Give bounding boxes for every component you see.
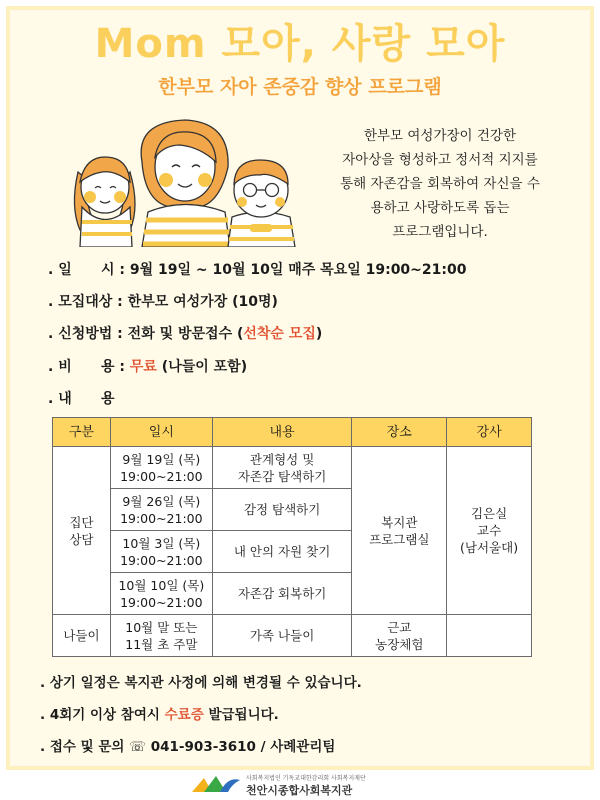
table-header-row	[53, 418, 532, 447]
info-cost-tail: (나들이 포함)	[156, 359, 248, 375]
session-date-cell	[110, 531, 212, 573]
info-apply-highlight: 선착순 모집	[243, 326, 316, 342]
sub-title: 한부모 자아 존중감 향상 프로그램	[158, 76, 442, 98]
group-instructor-cell: 김은실 교수 (남서울대)	[447, 447, 532, 615]
session-time: 19:00~21:00	[120, 510, 203, 526]
session-date: 9월 19일 (목)	[122, 451, 201, 467]
info-content-label: 내 용	[58, 391, 115, 407]
logo-org-name: 천안시종합사회복지관	[246, 784, 353, 797]
info-cost: . 비 용 : 무료 (나들이 포함)	[48, 359, 248, 375]
info-schedule-label: 일 시	[58, 262, 115, 278]
note-certificate-pre: 4회기 이상 참여시	[49, 707, 165, 723]
info-apply: . 신청방법 : 전화 및 방문접수 (선착순 모집)	[48, 326, 323, 342]
contact-label: 접수 및 문의	[49, 739, 125, 755]
info-schedule: . 일 시 : 9월 19일 ~ 10월 10일 매주 목요일 19:00~21:00	[48, 262, 467, 278]
note-certificate-post: 발급됩니다.	[203, 707, 279, 723]
session-date: 9월 26일 (목)	[122, 493, 201, 509]
mother-figure	[141, 120, 230, 247]
info-target-value: 한부모 여성가장 (10명)	[127, 294, 278, 310]
group-place-cell: 복지관 프로그램실	[352, 447, 447, 615]
info-schedule-value: 9월 19일 ~ 10월 10일 매주 목요일 19:00~21:00	[129, 262, 467, 278]
intro-line: 자아상을 형성하고 정서적 지지를	[342, 152, 538, 168]
session-date: 10월 3일 (목)	[122, 535, 201, 551]
outing-content-cell: 가족 나들이	[212, 615, 352, 657]
session-content-cell: 관계형성 및 자존감 탐색하기	[212, 447, 352, 489]
session-content-cell: 자존감 회복하기	[212, 573, 352, 615]
note-contact: . 접수 및 문의 ☏ 041-903-3610 / 사례관리팀	[40, 739, 336, 755]
schedule-table	[52, 417, 532, 657]
girl-figure	[74, 157, 135, 247]
info-content: . 내 용	[48, 391, 115, 407]
info-cost-highlight: 무료	[129, 359, 157, 375]
session-date-cell	[110, 489, 212, 531]
intro-line: 통해 자존감을 회복하여 자신을 수	[340, 176, 540, 192]
note-certificate-highlight: 수료증	[164, 707, 204, 723]
session-date: 10월 10일 (목)	[118, 577, 205, 593]
table-header: 장소	[352, 418, 447, 447]
session-content-cell: 내 안의 자원 찾기	[212, 531, 352, 573]
outing-category-cell: 나들이	[53, 615, 111, 657]
session-content-cell: 감정 탐색하기	[212, 489, 352, 531]
session-date-cell	[110, 573, 212, 615]
contact-value: 041-903-3610 / 사례관리팀	[150, 739, 336, 755]
info-apply-value: 전화 및 방문접수 (	[127, 326, 244, 342]
table-header: 일시	[110, 418, 212, 447]
logo-org-small: 사회복지법인 기독교대한감리회 사회복지재단	[246, 775, 366, 782]
outing-date-cell: 10월 말 또는 11월 초 주말	[110, 615, 212, 657]
family-illustration	[60, 112, 305, 247]
table-header: 강사	[447, 418, 532, 447]
session-time: 19:00~21:00	[120, 468, 203, 484]
group-category-cell: 집단 상담	[53, 447, 111, 615]
note-schedule-change: . 상기 일정은 복지관 사정에 의해 변경될 수 있습니다.	[40, 675, 362, 691]
session-date-cell	[110, 447, 212, 489]
phone-icon: ☏	[129, 739, 147, 755]
intro-line: 프로그램입니다.	[392, 224, 488, 240]
table-row	[53, 447, 532, 489]
outing-instructor-cell	[447, 615, 532, 657]
note-certificate: . 4회기 이상 참여시 수료증 발급됩니다.	[40, 707, 279, 723]
intro-line: 한부모 여성가장이 건강한	[363, 128, 517, 144]
info-apply-label: 신청방법	[58, 326, 113, 342]
logo-mark-icon	[190, 772, 242, 796]
intro-line: 용하고 사랑하도록 돕는	[370, 200, 510, 216]
info-target-label: 모집대상	[58, 294, 113, 310]
org-logo	[190, 772, 410, 798]
table-header: 구분	[53, 418, 111, 447]
session-time: 19:00~21:00	[120, 552, 203, 568]
outing-place-cell: 근교 농장체험	[352, 615, 447, 657]
main-title: Mom 모아, 사랑 모아	[94, 21, 506, 67]
table-header: 내용	[212, 418, 352, 447]
info-cost-label: 비 용	[58, 359, 115, 375]
table-row	[53, 615, 532, 657]
info-apply-tail: )	[315, 326, 323, 342]
note-change-text: 상기 일정은 복지관 사정에 의해 변경될 수 있습니다.	[49, 675, 362, 691]
session-time: 19:00~21:00	[120, 594, 203, 610]
info-target: . 모집대상 : 한부모 여성가장 (10명)	[48, 294, 278, 310]
boy-figure	[228, 160, 295, 247]
intro-text	[315, 124, 565, 244]
